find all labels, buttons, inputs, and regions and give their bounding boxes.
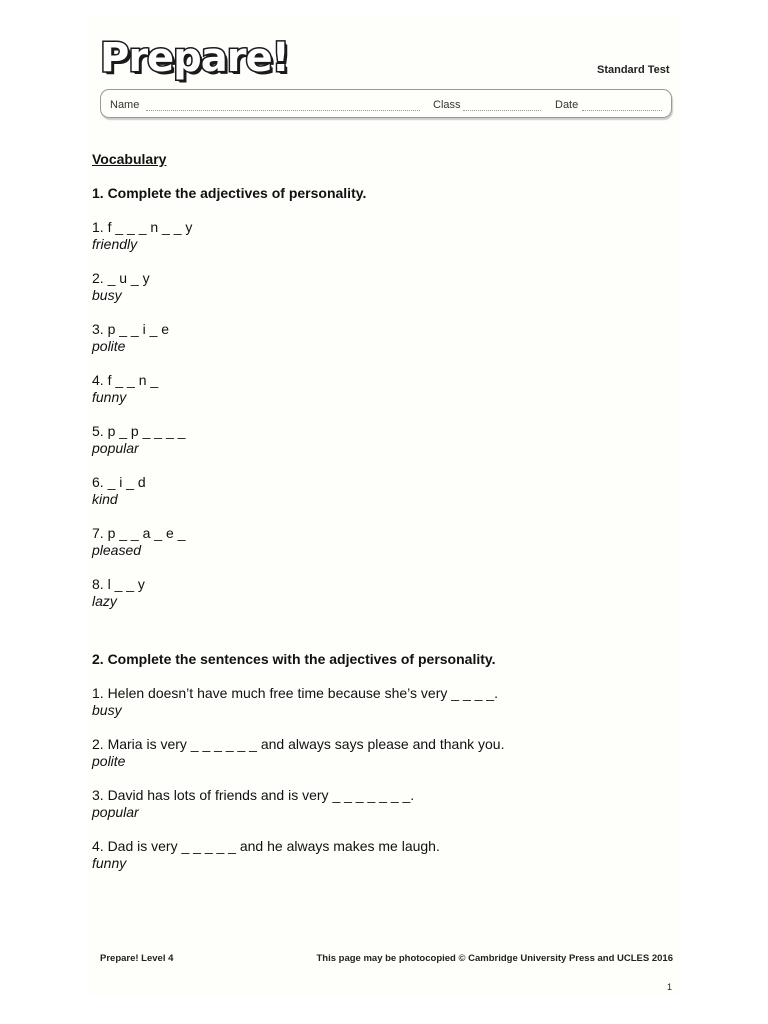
footer-level: Prepare! Level 4 bbox=[100, 953, 174, 964]
item-answer: busy bbox=[92, 287, 122, 303]
class-field[interactable] bbox=[463, 110, 541, 111]
prepare-logo: Prepare! bbox=[100, 35, 289, 81]
item-answer: polite bbox=[92, 338, 126, 354]
item-prompt: 5. p _ p _ _ _ _ bbox=[92, 423, 186, 439]
item-prompt: 2. Maria is very _ _ _ _ _ _ and always says please and thank you. bbox=[92, 736, 505, 752]
section-title: Vocabulary bbox=[92, 151, 167, 167]
item-answer: funny bbox=[92, 855, 127, 871]
exercise-2-item bbox=[92, 787, 672, 821]
class-label: Class bbox=[433, 99, 461, 111]
item-prompt: 1. Helen doesn’t have much free time because she’s very _ _ _ _. bbox=[92, 685, 498, 701]
footer-copyright: This page may be photocopied © Cambridge University Press and UCLES 2016 bbox=[316, 953, 673, 964]
item-answer: popular bbox=[92, 804, 139, 820]
exercise-2-item bbox=[92, 685, 672, 719]
item-answer: popular bbox=[92, 440, 139, 456]
item-answer: pleased bbox=[92, 542, 142, 558]
name-label: Name bbox=[110, 99, 140, 111]
item-answer: lazy bbox=[92, 593, 117, 609]
exercise-2-title: 2. Complete the sentences with the adjectives of personality. bbox=[92, 651, 496, 667]
worksheet-content bbox=[92, 151, 672, 872]
exercise-1-item bbox=[92, 474, 672, 508]
exercise-1-item bbox=[92, 219, 672, 253]
page-number: 1 bbox=[667, 982, 673, 992]
item-answer: funny bbox=[92, 389, 127, 405]
item-prompt: 6. _ i _ d bbox=[92, 474, 146, 490]
item-prompt: 8. l _ _ y bbox=[92, 576, 145, 592]
item-answer: kind bbox=[92, 491, 118, 507]
item-prompt: 2. _ u _ y bbox=[92, 270, 150, 286]
exercise-2-item bbox=[92, 736, 672, 770]
item-prompt: 3. David has lots of friends and is very _ _ _ _ _ _ _. bbox=[92, 787, 415, 803]
exercise-2-item bbox=[92, 838, 672, 872]
exercise-1-title: 1. Complete the adjectives of personality. bbox=[92, 185, 367, 201]
date-label: Date bbox=[555, 99, 579, 111]
item-answer: friendly bbox=[92, 236, 138, 252]
student-info-box bbox=[100, 89, 672, 118]
item-answer: polite bbox=[92, 753, 126, 769]
date-field[interactable] bbox=[582, 110, 662, 111]
item-prompt: 1. f _ _ _ n _ _ y bbox=[92, 219, 193, 235]
item-prompt: 3. p _ _ i _ e bbox=[92, 321, 170, 337]
exercise-1-item bbox=[92, 321, 672, 355]
name-field[interactable] bbox=[146, 110, 420, 111]
exercise-1-item bbox=[92, 270, 672, 304]
exercise-1-item bbox=[92, 423, 672, 457]
item-prompt: 7. p _ _ a _ e _ bbox=[92, 525, 186, 541]
item-prompt: 4. f _ _ n _ bbox=[92, 372, 159, 388]
item-prompt: 4. Dad is very _ _ _ _ _ and he always makes me laugh. bbox=[92, 838, 440, 854]
exercise-1-item bbox=[92, 576, 672, 610]
exercise-1-item bbox=[92, 525, 672, 559]
item-answer: busy bbox=[92, 702, 122, 718]
exercise-1-item bbox=[92, 372, 672, 406]
test-type-label: Standard Test bbox=[597, 64, 670, 76]
